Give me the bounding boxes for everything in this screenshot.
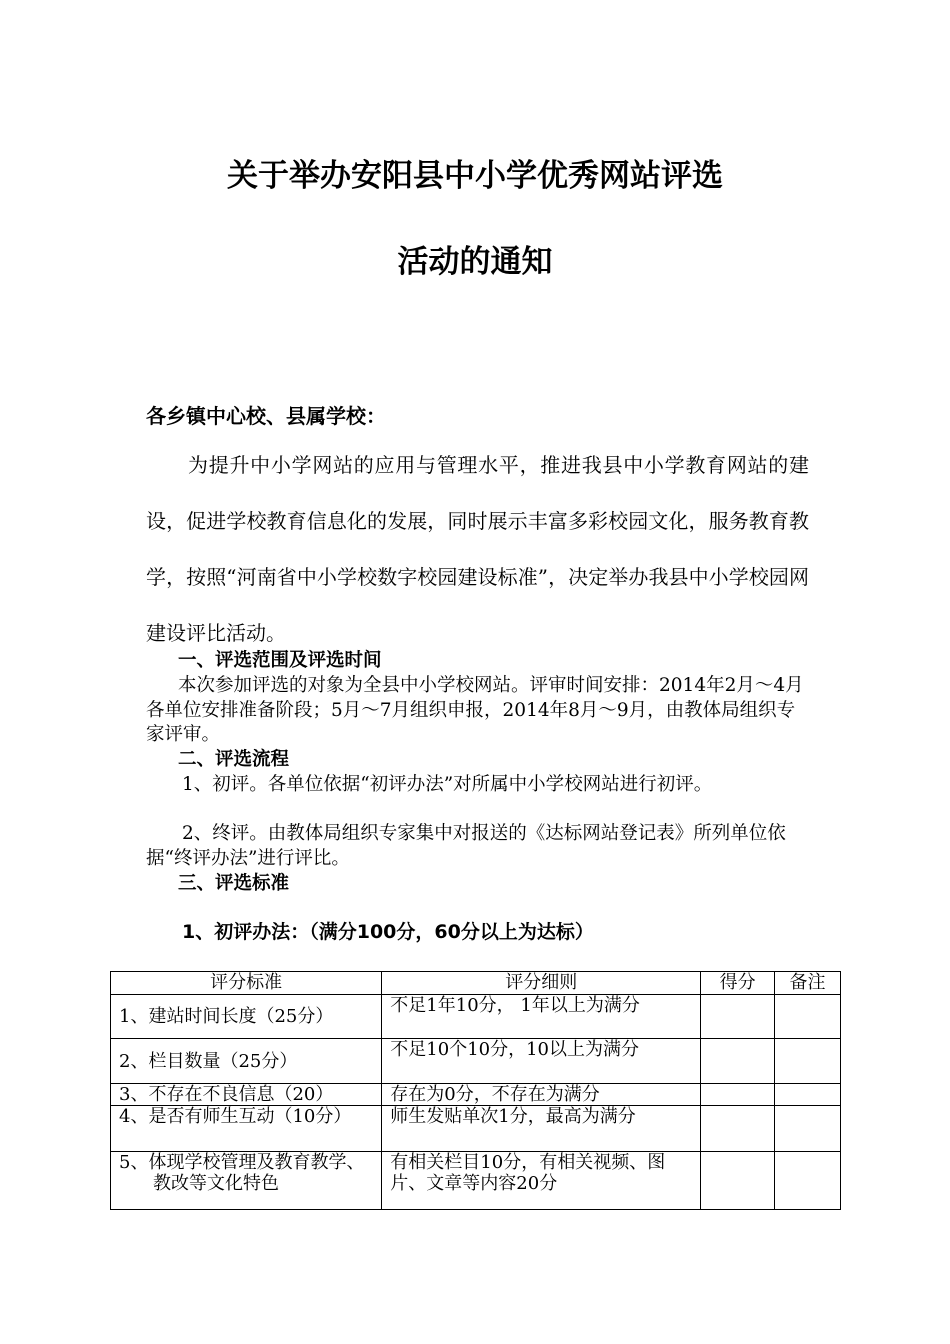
header-detail: 评分细则 xyxy=(382,972,701,995)
table-row xyxy=(111,1106,841,1152)
detail-cell: 不足10个10分，10以上为满分 xyxy=(382,1039,701,1084)
note-cell xyxy=(775,1106,841,1152)
criterion-cell: 3、不存在不良信息（20） xyxy=(111,1084,382,1106)
note-cell xyxy=(775,995,841,1039)
section-3-heading: 三、评选标准 xyxy=(178,873,290,894)
detail-cell: 师生发贴单次1分，最高为满分 xyxy=(382,1106,701,1152)
section-1-heading: 一、评选范围及评选时间 xyxy=(178,650,382,671)
score-cell xyxy=(701,1152,775,1210)
detail-cell: 不足1年10分， 1年以上为满分 xyxy=(382,995,701,1039)
scoring-table xyxy=(110,971,841,1210)
salutation: 各乡镇中心校、县属学校： xyxy=(146,404,386,428)
criterion-cell: 1、建站时间长度（25分） xyxy=(111,995,382,1039)
detail-cell: 有相关栏目10分，有相关视频、图片、文章等内容20分 xyxy=(382,1152,701,1210)
document-title-line1: 关于举办安阳县中小学优秀网站评选 xyxy=(227,158,723,194)
criterion-cell: 4、是否有师生互动（10分） xyxy=(111,1106,382,1152)
table-row xyxy=(111,1152,841,1210)
table-row xyxy=(111,1084,841,1106)
section-1-text: 本次参加评选的对象为全县中小学校网站。评审时间安排：2014年2月～4月各单位安排准备阶段；5月～7月组织申报，2014年8月～9月，由教体局组织专家评审。 xyxy=(146,675,804,745)
intro-paragraph: 为提升中小学网站的应用与管理水平，推进我县中小学教育网站的建设，促进学校教育信息化的发展，同时展示丰富多彩校园文化，服务教育教学，按照“河南省中小学校数字校园建设标准”，决定举办我县中小学校园网建设评比活动。 xyxy=(146,453,809,645)
table-row xyxy=(111,995,841,1039)
header-score: 得分 xyxy=(701,972,775,995)
criterion-cell: 2、栏目数量（25分） xyxy=(111,1039,382,1084)
table-row xyxy=(111,1039,841,1084)
header-note: 备注 xyxy=(775,972,841,995)
criterion-cell: 5、体现学校管理及教育教学、教改等文化特色 xyxy=(111,1152,382,1210)
note-cell xyxy=(775,1152,841,1210)
score-cell xyxy=(701,1039,775,1084)
score-cell xyxy=(701,1106,775,1152)
detail-cell: 存在为0分，不存在为满分 xyxy=(382,1084,701,1106)
document-title-line2: 活动的通知 xyxy=(397,244,553,280)
section-2-item-2: 2、终评。由教体局组织专家集中对报送的《达标网站登记表》所列单位依据“终评办法”进行评比。 xyxy=(146,823,786,869)
table-header-row xyxy=(111,972,841,995)
header-criterion: 评分标准 xyxy=(111,972,382,995)
section-3-subheading: 1、初评办法：（满分100分，60分以上为达标） xyxy=(182,921,594,943)
note-cell xyxy=(775,1039,841,1084)
note-cell xyxy=(775,1084,841,1106)
score-cell xyxy=(701,995,775,1039)
section-2-item-1: 1、初评。各单位依据“初评办法”对所属中小学校网站进行初评。 xyxy=(182,774,713,795)
section-2-heading: 二、评选流程 xyxy=(178,749,290,770)
score-cell xyxy=(701,1084,775,1106)
